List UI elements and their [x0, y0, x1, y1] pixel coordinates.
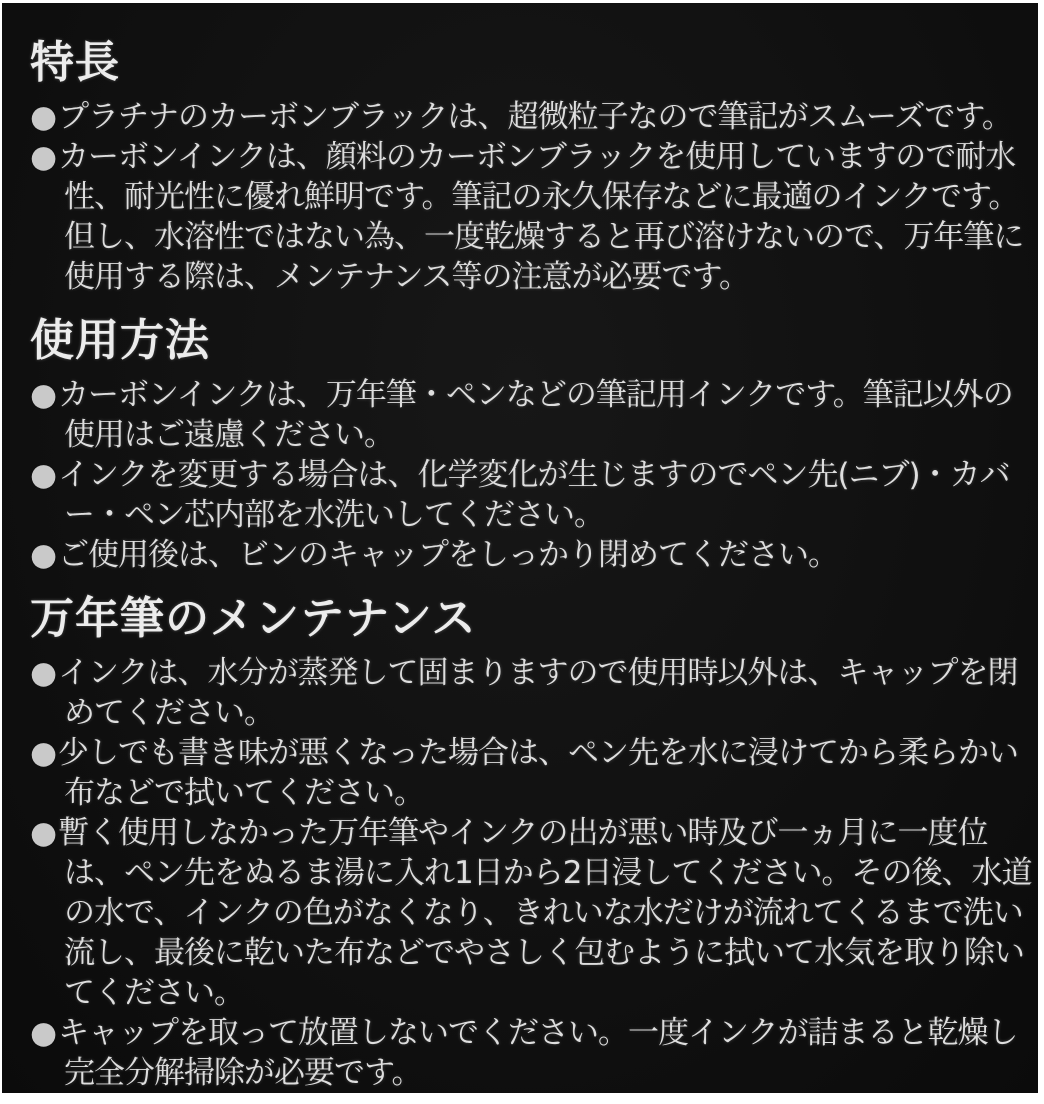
bullet-icon: ● [30, 735, 57, 771]
section-maintenance-bullet-list [30, 653, 1032, 1093]
list-item [30, 137, 1032, 297]
list-item [30, 733, 1032, 813]
bullet-text: プラチナのカーボンブラックは、超微粒子なので筆記がスムーズです。 [58, 99, 1012, 135]
section-features-bullet-list [30, 97, 1032, 297]
bullet-text: ご使用後は、ビンのキャップをしっかり閉めてください。 [58, 537, 839, 573]
section-usage-heading: 使用方法 [30, 315, 210, 366]
bullet-icon: ● [30, 655, 57, 691]
bullet-text: 暫く使用しなかった万年筆やインクの出が悪い時及び一ヵ月に一度位は、ペン先をぬるま湯に入れ1日から2日浸してください。その後、水道の水で、インクの色がなくなり、きれいな水だけが流れてくるまで洗い流し、最後に乾いた布などでやさしく包むように拭いて水気を取り除いてください。 [58, 815, 1032, 1011]
list-item [30, 455, 1032, 535]
bullet-text: カーボンインクは、顔料のカーボンブラックを使用していますので耐水性、耐光性に優れ鮮明です。筆記の永久保存などに最適のインクです。但し、水溶性ではない為、一度乾燥すると再び溶けないので、万年筆に使用する際は、メンテナンス等の注意が必要です。 [58, 139, 1024, 295]
list-item [30, 1013, 1032, 1093]
list-item [30, 813, 1032, 1013]
bullet-text: 少しでも書き味が悪くなった場合は、ペン先を水に浸けてから柔らかい布などで拭いてください。 [58, 735, 1019, 811]
list-item [30, 97, 1032, 137]
bullet-text: キャップを取って放置しないでください。一度インクが詰まると乾燥し完全分解掃除が必要です。 [58, 1015, 1018, 1091]
bullet-icon: ● [30, 1015, 57, 1051]
list-item [30, 375, 1032, 455]
section-features-heading: 特長 [30, 37, 120, 88]
list-item [30, 535, 1032, 575]
bullet-icon: ● [30, 815, 57, 851]
section-maintenance-heading: 万年筆のメンテナンス [30, 593, 477, 644]
section-usage [30, 315, 1032, 575]
list-item [30, 653, 1032, 733]
label-black-panel [2, 3, 1038, 1093]
bullet-text: インクを変更する場合は、化学変化が生じますのでペン先(ニブ)・カバー・ペン芯内部を水洗いしてください。 [58, 457, 1010, 533]
bullet-icon: ● [30, 537, 57, 573]
bullet-text: インクは、水分が蒸発して固まりますので使用時以外は、キャップを閉めてください。 [58, 655, 1018, 731]
bullet-text: カーボンインクは、万年筆・ペンなどの筆記用インクです。筆記以外の使用はご遠慮ください。 [58, 377, 1013, 453]
bullet-icon: ● [30, 139, 57, 175]
section-maintenance [30, 593, 1032, 1093]
bullet-icon: ● [30, 457, 57, 493]
section-features [30, 37, 1032, 297]
bullet-icon: ● [30, 377, 57, 413]
section-usage-bullet-list [30, 375, 1032, 575]
bullet-icon: ● [30, 99, 57, 135]
